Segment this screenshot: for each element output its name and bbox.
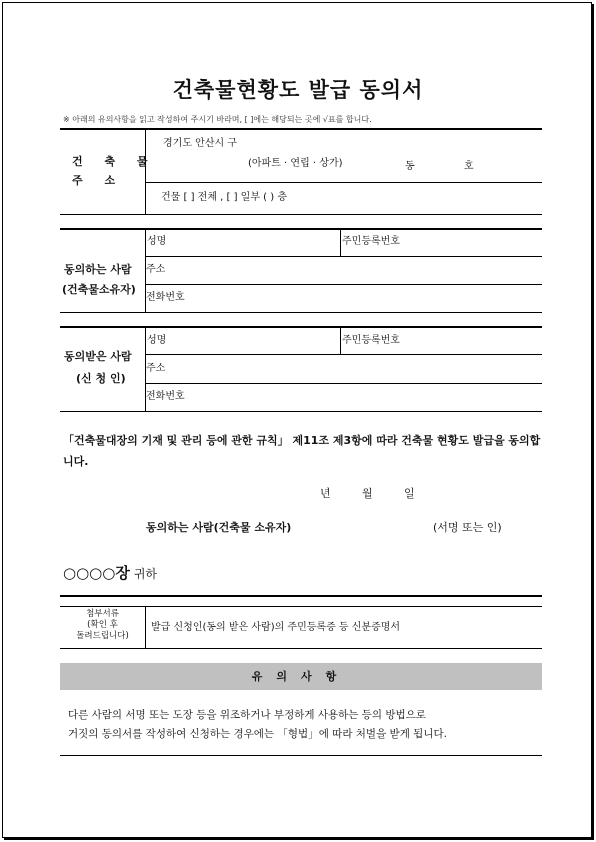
notes-body [68,706,538,744]
recipient-top-border [60,326,542,328]
date-month-label: 월 [362,487,373,500]
attachments-content: 발급 신청인(동의 받은 사람)의 주민등록증 등 신분증명서 [151,622,401,633]
date-year-label: 년 [320,487,331,500]
recipient-row-divider-1 [145,354,542,355]
consenter-row-divider-2 [145,284,542,285]
document-title: 건축물현황도 발급 동의서 [172,78,424,102]
recipient-name-id-divider [340,327,341,354]
recipient-row-divider-2 [145,383,542,384]
ho-label: 호 [464,161,474,172]
consenter-row-divider-1 [145,256,542,257]
section-top-border [60,128,542,130]
instruction-notice: ※ 아래의 유의사항을 읽고 작성하여 주시기 바라며, [ ]에는 해당되는 곳에 √표를 합니다. [63,115,372,124]
consenter-id-label: 주민등록번호 [342,236,400,247]
recipient-label-1: 동의받은 사람 [64,350,132,363]
consenter-phone-label: 전화번호 [146,292,185,303]
building-address-label-1: 건 축 물 [72,155,157,168]
attachments-bottom-border [60,648,542,649]
notes-heading: 유의사항 [60,663,542,690]
building-scope-checkboxes[interactable]: 건물 [ ] 전체 , [ ] 일부 ( ) 층 [161,192,287,203]
recipient-label-2: (신 청 인) [76,372,126,385]
address-bottom-border [60,214,542,215]
location-line-1: 경기도 안산시 구 [163,138,237,149]
building-address-label-2: 주 소 [72,174,125,187]
attachments-row-top [60,606,542,607]
attachments-label-2: (확인 후 [87,620,118,630]
attachments-divider [145,607,146,648]
consenter-label-1: 동의하는 사람 [64,263,132,276]
attachments-top-border [60,595,542,597]
date-day-label: 일 [404,487,415,500]
recipient-address-label: 주소 [146,363,166,374]
recipient-id-label: 주민등록번호 [342,335,400,346]
building-type-options: (아파트 · 연립 · 상가) [248,158,343,169]
address-divider [145,129,146,215]
addressee-suffix: 귀하 [133,567,158,581]
consenter-name-id-divider [340,229,341,256]
attachments-label-1: 첨부서류 [86,609,119,619]
notes-bottom-border [60,755,542,756]
address-row-divider [145,182,542,183]
signature-hint: (서명 또는 인) [433,521,502,534]
consenter-label-2: (건축물소유자) [62,283,136,296]
attachments-label-3: 돌려드립니다) [76,631,129,641]
addressee [63,562,157,583]
addressee-name: ○○○○장 [63,564,130,582]
consenter-bottom-border [60,312,542,313]
dong-label: 동 [405,161,415,172]
recipient-name-label: 성명 [147,335,167,346]
consenter-address-label: 주소 [146,264,166,275]
consent-statement: 「건축물대장의 기재 및 관리 등에 관한 규칙」 제11조 제3항에 따라 건축물 현황도 발급을 동의합니다. [63,434,541,468]
recipient-bottom-border [60,411,542,412]
recipient-phone-label: 전화번호 [146,391,185,402]
notes-text-line-1: 다른 사람의 서명 또는 도장 등을 위조하거나 부정하게 사용하는 등의 방법으로 [68,709,426,721]
consenter-name-label: 성명 [147,236,167,247]
consenter-top-border [60,228,542,230]
signature-label: 동의하는 사람(건축물 소유자) [146,521,292,534]
notes-text-line-2: 거짓의 동의서를 작성하여 신청하는 경우에는 「형법」에 따라 처벌을 받게 됩니다. [68,728,447,740]
